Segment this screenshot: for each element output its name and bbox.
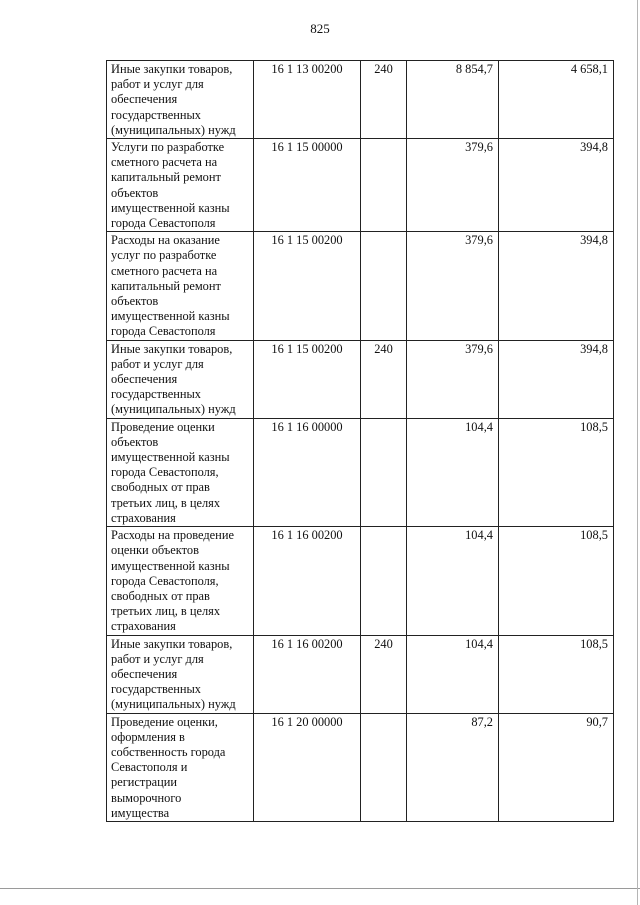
- cell-expense-type: [361, 418, 407, 526]
- item-name-line: сметного расчета на: [111, 263, 218, 278]
- scan-bottom-edge: [0, 888, 640, 889]
- budget-table: [106, 60, 614, 822]
- cell-item-name: [107, 418, 254, 526]
- item-name-line: выморочного: [111, 790, 182, 805]
- cell-amount-year-1: 379,6: [407, 139, 499, 232]
- cell-item-name: [107, 61, 254, 139]
- item-name-line: страхования: [111, 619, 176, 634]
- table-row: [107, 61, 614, 139]
- scan-right-edge: [637, 0, 638, 905]
- item-name-line: капитальный ремонт: [111, 170, 221, 185]
- cell-amount-year-1: 87,2: [407, 713, 499, 821]
- item-name-line: Иные закупки товаров,: [111, 341, 233, 356]
- item-name-line: объектов: [111, 434, 159, 449]
- item-name-line: государственных: [111, 387, 202, 402]
- item-name-line: регистрации: [111, 775, 178, 790]
- item-name-line: имущественной казны: [111, 558, 230, 573]
- item-name-line: обеспечения: [111, 92, 178, 107]
- item-name-line: города Севастополя: [111, 324, 216, 339]
- item-name-line: объектов: [111, 185, 159, 200]
- cell-target-code: 16 1 16 00200: [254, 527, 361, 635]
- cell-expense-type: 240: [361, 340, 407, 418]
- item-name-line: имущественной казны: [111, 200, 230, 215]
- item-name-line: Расходы на оказание: [111, 233, 220, 248]
- item-name-line: города Севастополя,: [111, 465, 219, 480]
- item-name-line: свободных от прав: [111, 588, 210, 603]
- item-name-line: услуг по разработке: [111, 248, 217, 263]
- cell-amount-year-2: 394,8: [499, 340, 614, 418]
- cell-target-code: 16 1 15 00200: [254, 340, 361, 418]
- cell-amount-year-1: 8 854,7: [407, 61, 499, 139]
- cell-amount-year-2: 108,5: [499, 635, 614, 713]
- cell-item-name: [107, 713, 254, 821]
- cell-amount-year-1: 104,4: [407, 635, 499, 713]
- cell-item-name: [107, 340, 254, 418]
- item-name-line: имущественной казны: [111, 309, 230, 324]
- cell-expense-type: [361, 527, 407, 635]
- cell-amount-year-2: 4 658,1: [499, 61, 614, 139]
- cell-target-code: 16 1 20 00000: [254, 713, 361, 821]
- cell-expense-type: 240: [361, 61, 407, 139]
- table-row: [107, 527, 614, 635]
- item-name-line: оценки объектов: [111, 543, 199, 558]
- item-name-line: свободных от прав: [111, 480, 210, 495]
- item-name-line: работ и услуг для: [111, 651, 204, 666]
- item-name-line: собственность города: [111, 744, 226, 759]
- cell-amount-year-1: 379,6: [407, 232, 499, 340]
- table-row: [107, 713, 614, 821]
- cell-item-name: [107, 527, 254, 635]
- item-name-line: государственных: [111, 682, 202, 697]
- cell-target-code: 16 1 16 00000: [254, 418, 361, 526]
- item-name-line: обеспечения: [111, 372, 178, 387]
- item-name-line: третьих лиц, в целях: [111, 495, 221, 510]
- item-name-line: (муниципальных) нужд: [111, 697, 236, 712]
- cell-amount-year-1: 379,6: [407, 340, 499, 418]
- table-row: [107, 418, 614, 526]
- item-name-line: Проведение оценки,: [111, 714, 218, 729]
- cell-expense-type: [361, 232, 407, 340]
- table-body: [107, 61, 614, 822]
- cell-target-code: 16 1 16 00200: [254, 635, 361, 713]
- item-name-line: работ и услуг для: [111, 356, 204, 371]
- item-name-line: Иные закупки товаров,: [111, 636, 233, 651]
- item-name-line: государственных: [111, 107, 202, 122]
- item-name-line: работ и услуг для: [111, 77, 204, 92]
- cell-amount-year-1: 104,4: [407, 527, 499, 635]
- item-name-line: Иные закупки товаров,: [111, 62, 233, 76]
- item-name-line: объектов: [111, 294, 159, 309]
- item-name-line: сметного расчета на: [111, 155, 218, 170]
- cell-amount-year-2: 108,5: [499, 418, 614, 526]
- table-row: [107, 139, 614, 232]
- cell-target-code: 16 1 13 00200: [254, 61, 361, 139]
- item-name-line: третьих лиц, в целях: [111, 604, 221, 619]
- item-name-line: Расходы на проведение: [111, 528, 234, 543]
- cell-expense-type: [361, 713, 407, 821]
- cell-amount-year-2: 394,8: [499, 232, 614, 340]
- cell-amount-year-2: 394,8: [499, 139, 614, 232]
- item-name-line: обеспечения: [111, 666, 178, 681]
- item-name-line: капитальный ремонт: [111, 278, 221, 293]
- cell-amount-year-2: 90,7: [499, 713, 614, 821]
- item-name-line: оформления в: [111, 729, 185, 744]
- cell-amount-year-1: 104,4: [407, 418, 499, 526]
- cell-expense-type: 240: [361, 635, 407, 713]
- cell-item-name: [107, 635, 254, 713]
- item-name-line: (муниципальных) нужд: [111, 402, 236, 417]
- table-row: [107, 635, 614, 713]
- cell-item-name: [107, 232, 254, 340]
- cell-target-code: 16 1 15 00000: [254, 139, 361, 232]
- item-name-line: (муниципальных) нужд: [111, 122, 236, 137]
- cell-target-code: 16 1 15 00200: [254, 232, 361, 340]
- item-name-line: города Севастополя: [111, 216, 216, 231]
- item-name-line: имущества: [111, 805, 170, 820]
- item-name-line: города Севастополя,: [111, 573, 219, 588]
- cell-amount-year-2: 108,5: [499, 527, 614, 635]
- page-number: 825: [310, 21, 330, 36]
- cell-item-name: [107, 139, 254, 232]
- cell-expense-type: [361, 139, 407, 232]
- item-name-line: Севастополя и: [111, 760, 188, 775]
- item-name-line: страхования: [111, 510, 176, 525]
- item-name-line: Проведение оценки: [111, 419, 215, 434]
- item-name-line: Услуги по разработке: [111, 140, 225, 155]
- table-row: [107, 232, 614, 340]
- item-name-line: имущественной казны: [111, 450, 230, 465]
- table-row: [107, 340, 614, 418]
